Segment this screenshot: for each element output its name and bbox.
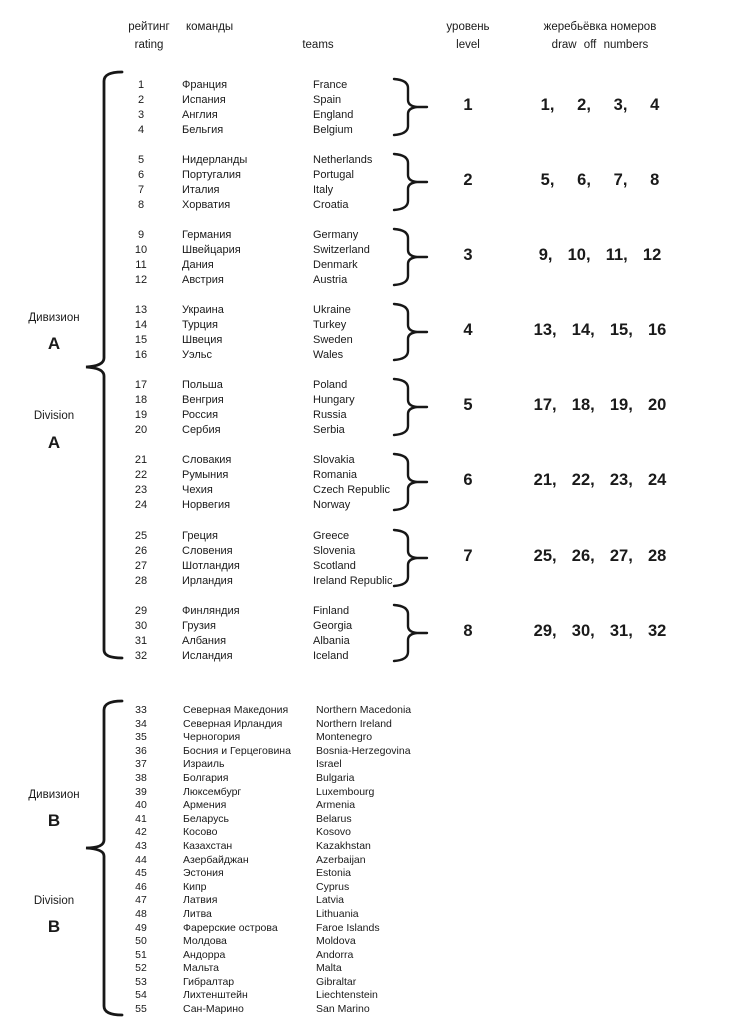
team-name-ru: Казахстан (183, 839, 233, 852)
team-name-en: Belgium (313, 124, 353, 136)
team-name-ru: Исландия (182, 650, 233, 662)
team-name-en: Scotland (313, 560, 356, 572)
table-row (0, 153, 730, 168)
team-rank: 12 (134, 274, 148, 286)
division-a-group-4 (0, 303, 730, 369)
team-name-ru: Гибралтар (183, 975, 235, 988)
team-name-en: Spain (313, 94, 342, 106)
team-name-ru: Сан-Марино (183, 1003, 244, 1016)
team-name-ru: Турция (182, 319, 218, 331)
draw-numbers: 17, 18, 19, 20 (533, 396, 667, 414)
team-name-en: Ukraine (313, 304, 351, 316)
team-name-ru: Северная Ирландия (183, 717, 283, 730)
team-name-en: England (313, 109, 354, 121)
draw-numbers: 9, 10, 11, 12 (538, 246, 662, 264)
team-name-ru: Албания (182, 635, 227, 647)
team-rank: 30 (134, 620, 148, 632)
level-number: 3 (463, 246, 473, 264)
team-rank: 2 (137, 94, 145, 106)
team-rank: 22 (134, 469, 148, 481)
team-name-en: Moldova (316, 935, 356, 948)
team-rank: 40 (135, 799, 147, 812)
team-rank: 24 (134, 499, 148, 511)
group-brace-icon (392, 226, 430, 288)
team-name-en: Armenia (316, 799, 356, 812)
table-row (0, 453, 730, 468)
team-name-ru: Израиль (183, 758, 225, 771)
table-row (0, 731, 730, 745)
header-draw-ru: жеребьёвка номеров (543, 21, 657, 33)
table-row (0, 813, 730, 827)
team-name-ru: Латвия (183, 894, 218, 907)
team-name-ru: Чехия (182, 484, 213, 496)
team-rank: 7 (137, 184, 145, 196)
table-row (0, 1003, 730, 1017)
group-brace-icon (392, 151, 430, 213)
team-rank: 23 (134, 484, 148, 496)
team-rank: 43 (135, 839, 147, 852)
team-name-en: Portugal (313, 169, 354, 181)
table-row (0, 908, 730, 922)
team-name-ru: Норвегия (182, 499, 231, 511)
team-rank: 49 (135, 921, 147, 934)
team-rank: 47 (135, 894, 147, 907)
division-a-letter-ru: А (47, 334, 61, 353)
team-name-en: Slovakia (313, 454, 355, 466)
division-a-label-en: Division (33, 410, 75, 422)
team-rank: 54 (135, 989, 147, 1002)
team-name-ru: Англия (182, 109, 218, 121)
level-number: 7 (463, 547, 473, 565)
team-name-en: Croatia (313, 199, 349, 211)
team-rank: 44 (135, 853, 147, 866)
team-rank: 35 (135, 731, 147, 744)
team-name-en: Belarus (316, 812, 352, 825)
team-name-en: Bosnia-Herzegovina (316, 744, 411, 757)
table-row (0, 718, 730, 732)
team-rank: 36 (135, 744, 147, 757)
team-name-ru: Нидерланды (182, 154, 248, 166)
team-name-en: Gibraltar (316, 975, 357, 988)
table-row (0, 786, 730, 800)
team-rank: 39 (135, 785, 147, 798)
team-rank: 20 (134, 424, 148, 436)
team-rank: 48 (135, 907, 147, 920)
team-name-en: Albania (313, 635, 350, 647)
table-row (0, 498, 730, 513)
team-name-ru: Хорватия (182, 199, 231, 211)
team-name-en: Finland (313, 605, 350, 617)
team-rank: 21 (134, 454, 148, 466)
level-number: 4 (463, 321, 473, 339)
team-name-en: Denmark (313, 259, 358, 271)
team-name-ru: Эстония (183, 867, 224, 880)
team-name-ru: Бельгия (182, 124, 224, 136)
team-name-ru: Босния и Герцеговина (183, 744, 291, 757)
team-name-ru: Люксембург (183, 785, 242, 798)
table-row (0, 198, 730, 213)
team-name-en: Russia (313, 409, 347, 421)
team-name-ru: Уэльс (182, 349, 213, 361)
table-row (0, 894, 730, 908)
division-b-label-en: Division (33, 895, 75, 907)
team-name-en: Poland (313, 379, 348, 391)
team-rank: 28 (134, 575, 148, 587)
table-row (0, 348, 730, 363)
team-name-en: Sweden (313, 334, 353, 346)
team-name-en: Israel (316, 758, 342, 771)
table-row (0, 772, 730, 786)
team-name-ru: Швейцария (182, 244, 241, 256)
team-name-ru: Лихтенштейн (183, 989, 248, 1002)
team-rank: 18 (134, 394, 148, 406)
team-rank: 46 (135, 880, 147, 893)
team-name-ru: Черногория (183, 731, 241, 744)
team-name-ru: Португалия (182, 169, 241, 181)
team-name-en: Wales (313, 349, 344, 361)
team-rank: 1 (137, 79, 145, 91)
team-rank: 32 (134, 650, 148, 662)
team-name-ru: Литва (183, 907, 212, 920)
team-rank: 8 (137, 199, 145, 211)
team-name-en: Romania (313, 469, 358, 481)
team-rank: 3 (137, 109, 145, 121)
team-name-ru: Косово (183, 826, 218, 839)
table-row (0, 854, 730, 868)
team-name-en: Montenegro (316, 731, 373, 744)
team-name-ru: Шотландия (182, 560, 240, 572)
team-name-ru: Венгрия (182, 394, 224, 406)
division-a-group-5 (0, 378, 730, 444)
team-rank: 19 (134, 409, 148, 421)
team-name-ru: Румыния (182, 469, 229, 481)
team-name-en: Greece (313, 530, 350, 542)
team-name-en: Serbia (313, 424, 345, 436)
group-brace-icon (392, 76, 430, 138)
team-name-ru: Испания (182, 94, 226, 106)
team-rank: 5 (137, 154, 145, 166)
team-name-ru: Германия (182, 229, 232, 241)
group-brace-icon (392, 301, 430, 363)
team-name-ru: Азербайджан (183, 853, 249, 866)
table-row (0, 574, 730, 589)
table-row (0, 529, 730, 544)
team-name-ru: Мальта (183, 962, 220, 975)
table-row (0, 604, 730, 619)
team-rank: 15 (134, 334, 148, 346)
team-name-ru: Молдова (183, 935, 227, 948)
team-name-en: Netherlands (313, 154, 373, 166)
group-brace-icon (392, 527, 430, 589)
table-row (0, 758, 730, 772)
team-name-ru: Польша (182, 379, 223, 391)
team-name-ru: Грузия (182, 620, 216, 632)
team-name-en: Italy (313, 184, 334, 196)
team-rank: 42 (135, 826, 147, 839)
team-rank: 31 (134, 635, 148, 647)
team-rank: 14 (134, 319, 148, 331)
team-rank: 25 (134, 530, 148, 542)
table-row (0, 881, 730, 895)
team-rank: 34 (135, 717, 147, 730)
table-row (0, 935, 730, 949)
team-name-ru: Северная Македония (183, 704, 289, 716)
team-rank: 9 (137, 229, 145, 241)
team-name-en: Norway (313, 499, 351, 511)
table-row (0, 378, 730, 393)
table-row (0, 949, 730, 963)
team-rank: 52 (135, 962, 147, 975)
team-rank: 27 (134, 560, 148, 572)
team-name-ru: Швеция (182, 334, 223, 346)
group-brace-icon (392, 376, 430, 438)
table-row (0, 826, 730, 840)
team-name-en: Switzerland (313, 244, 370, 256)
table-row (0, 273, 730, 288)
team-name-ru: Болгария (183, 771, 229, 784)
draw-numbers: 13, 14, 15, 16 (533, 321, 667, 339)
team-name-en: Malta (316, 962, 342, 975)
team-rank: 4 (137, 124, 145, 136)
team-rank: 53 (135, 975, 147, 988)
team-name-en: Bulgaria (316, 771, 355, 784)
header-draw-en: draw off numbers (551, 39, 649, 51)
draw-numbers: 29, 30, 31, 32 (533, 622, 667, 640)
team-name-ru: Армения (183, 799, 227, 812)
team-name-ru: Сербия (182, 424, 221, 436)
table-row (0, 649, 730, 664)
draw-numbers: 1, 2, 3, 4 (540, 96, 660, 114)
team-name-en: Luxembourg (316, 785, 375, 798)
team-name-ru: Словения (182, 545, 233, 557)
team-rank: 37 (135, 758, 147, 771)
header-level-ru: уровень (446, 21, 490, 33)
table-row (0, 989, 730, 1003)
team-name-en: Georgia (313, 620, 353, 632)
table-row (0, 78, 730, 93)
division-a-group-3 (0, 228, 730, 294)
table-row (0, 840, 730, 854)
team-name-en: Faroe Islands (316, 921, 380, 934)
table-row (0, 228, 730, 243)
division-a-group-7 (0, 529, 730, 595)
table-row (0, 867, 730, 881)
level-number: 5 (463, 396, 473, 414)
team-name-ru: Италия (182, 184, 220, 196)
group-brace-icon (392, 451, 430, 513)
team-name-en: Northern Ireland (316, 717, 392, 730)
division-a-letter-en: A (47, 433, 61, 452)
team-name-en: Hungary (313, 394, 355, 406)
team-rank: 45 (135, 867, 147, 880)
table-row (0, 303, 730, 318)
team-rank: 55 (135, 1003, 147, 1016)
table-row (0, 976, 730, 990)
header-rating-ru: рейтинг (128, 21, 170, 33)
draw-numbers: 5, 6, 7, 8 (540, 171, 660, 189)
division-b-team-list (0, 704, 730, 1017)
team-rank: 13 (134, 304, 148, 316)
team-name-en: Cyprus (316, 880, 350, 893)
team-name-ru: Финляндия (182, 605, 240, 617)
division-a-group-8 (0, 604, 730, 670)
team-rank: 11 (135, 259, 147, 271)
team-name-en: France (313, 79, 348, 91)
team-rank: 33 (135, 704, 147, 716)
team-name-en: Andorra (316, 948, 354, 961)
team-name-en: Latvia (316, 894, 345, 907)
team-name-en: Turkey (313, 319, 347, 331)
team-rank: 50 (135, 935, 147, 948)
team-name-en: Northern Macedonia (316, 704, 412, 716)
team-rank: 16 (134, 349, 148, 361)
table-row (0, 799, 730, 813)
level-number: 8 (463, 622, 473, 640)
team-rank: 41 (135, 812, 147, 825)
header-level-en: level (456, 39, 480, 51)
division-a-group-1 (0, 78, 730, 144)
team-name-en: Kazakhstan (316, 839, 371, 852)
division-b-letter-ru: В (47, 811, 61, 830)
table-row (0, 745, 730, 759)
team-name-en: Azerbaijan (316, 853, 366, 866)
team-rank: 6 (137, 169, 145, 181)
division-a-group-2 (0, 153, 730, 219)
team-name-ru: Австрия (182, 274, 224, 286)
draw-numbers: 25, 26, 27, 28 (533, 547, 667, 565)
group-brace-icon (392, 602, 430, 664)
level-number: 6 (463, 471, 473, 489)
level-number: 1 (463, 96, 473, 114)
team-rank: 38 (135, 771, 147, 784)
team-name-en: Liechtenstein (316, 989, 378, 1002)
team-name-en: Austria (313, 274, 348, 286)
team-name-en: Slovenia (313, 545, 356, 557)
team-name-ru: Франция (182, 79, 228, 91)
table-row (0, 704, 730, 718)
team-rank: 26 (134, 545, 148, 557)
team-name-ru: Дания (182, 259, 214, 271)
team-rank: 17 (134, 379, 148, 391)
team-name-en: Kosovo (316, 826, 352, 839)
team-name-ru: Ирландия (182, 575, 233, 587)
table-row (0, 922, 730, 936)
team-name-en: San Marino (316, 1003, 370, 1016)
team-name-ru: Украина (182, 304, 224, 316)
team-rank: 29 (134, 605, 148, 617)
team-name-en: Estonia (316, 867, 352, 880)
draw-numbers: 21, 22, 23, 24 (533, 471, 667, 489)
division-a-label-ru: Дивизион (28, 312, 80, 324)
header-teams-ru: команды (186, 21, 234, 33)
table-row (0, 123, 730, 138)
team-rank: 51 (135, 948, 147, 961)
table-row (0, 423, 730, 438)
team-name-ru: Словакия (182, 454, 232, 466)
team-name-en: Czech Republic (313, 484, 391, 496)
division-b-letter-en: B (47, 917, 61, 936)
division-a-group-6 (0, 453, 730, 519)
team-name-ru: Беларусь (183, 812, 229, 825)
level-number: 2 (463, 171, 473, 189)
team-name-ru: Андорра (183, 948, 226, 961)
team-name-en: Ireland Republic (313, 575, 393, 587)
team-name-en: Germany (313, 229, 359, 241)
team-name-ru: Кипр (183, 880, 207, 893)
table-row (0, 962, 730, 976)
team-name-ru: Греция (182, 530, 218, 542)
team-name-en: Lithuania (316, 907, 359, 920)
header-rating-en: rating (134, 39, 164, 51)
header-teams-en: teams (302, 39, 334, 51)
division-b-label-ru: Дивизион (28, 789, 80, 801)
team-name-ru: Фарерские острова (183, 921, 278, 934)
team-rank: 10 (134, 244, 148, 256)
team-name-en: Iceland (313, 650, 349, 662)
team-name-ru: Россия (182, 409, 219, 421)
